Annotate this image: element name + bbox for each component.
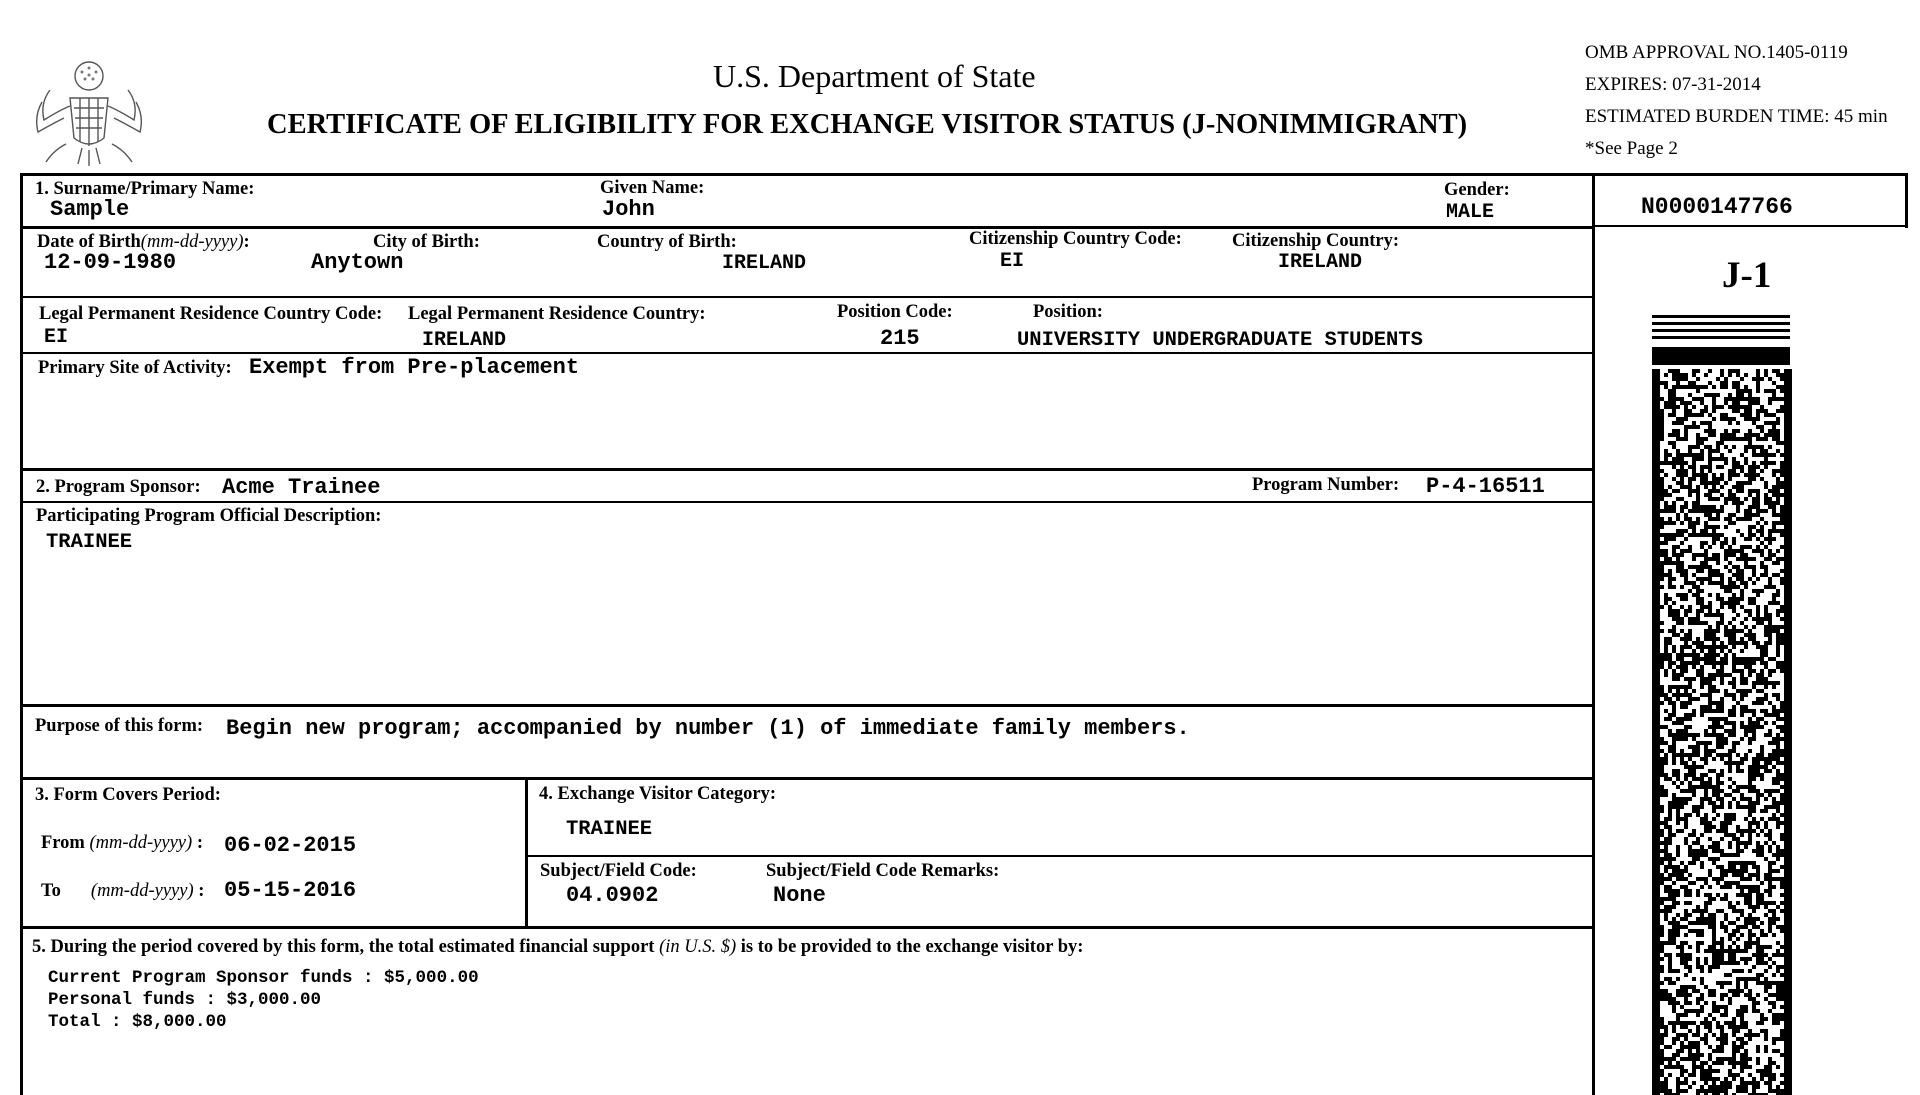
subject-remarks-value: None	[773, 883, 826, 908]
program-number-value: P-4-16511	[1426, 474, 1545, 499]
exchange-category-label: 4. Exchange Visitor Category:	[539, 784, 777, 804]
city-of-birth-label: City of Birth:	[373, 232, 480, 252]
frame-divider	[1592, 173, 1595, 1095]
omb-approval: OMB APPROVAL NO.1405-0119	[1585, 42, 1848, 63]
frame-right	[1905, 173, 1908, 228]
funding-line: Current Program Sponsor funds : $5,000.00	[48, 968, 479, 988]
sevis-underline	[1592, 225, 1908, 227]
exchange-category-value: TRAINEE	[566, 818, 653, 841]
citizenship-code-value: EI	[1000, 250, 1025, 273]
surname-value: Sample	[50, 197, 130, 222]
department-seal	[30, 58, 148, 170]
to-date-value: 05-15-2016	[224, 878, 357, 903]
expires-date: EXPIRES: 07-31-2014	[1585, 74, 1761, 95]
funding-line: Total : $8,000.00	[48, 1012, 227, 1032]
subject-line	[525, 855, 1592, 857]
given-name-label: Given Name:	[600, 178, 705, 198]
surname-label: 1. Surname/Primary Name:	[35, 179, 255, 199]
row-line-2	[20, 296, 1592, 298]
position-label: Position:	[1033, 302, 1103, 322]
purpose-line	[20, 704, 1592, 707]
row-line-1	[20, 226, 1592, 229]
city-of-birth-value: Anytown	[311, 250, 404, 275]
program-description-label: Participating Program Official Description:	[36, 506, 382, 526]
given-name-value: John	[602, 197, 655, 222]
citizenship-country-label: Citizenship Country:	[1232, 231, 1400, 251]
row-line-3	[20, 352, 1592, 354]
dob-label: Date of Birth(mm-dd-yyyy):	[37, 232, 250, 252]
citizenship-country-value: IRELAND	[1278, 251, 1363, 274]
lpr-country-label: Legal Permanent Residence Country:	[408, 304, 706, 324]
subject-code-value: 04.0902	[566, 883, 659, 908]
gender-label: Gender:	[1444, 180, 1510, 200]
frame-left	[20, 173, 23, 1095]
frame-top	[20, 173, 1908, 176]
financial-support-label: 5. During the period covered by this form, the total estimated financial support (in U.S. $) is to be provided to the exchange visitor by:	[32, 937, 1084, 957]
barcode-icon	[1652, 315, 1792, 1095]
col-divider-3-4	[525, 777, 528, 928]
funding-line: Personal funds : $3,000.00	[48, 990, 322, 1010]
sevis-id: N0000147766	[1641, 194, 1793, 220]
position-value: UNIVERSITY UNDERGRADUATE STUDENTS	[1017, 329, 1423, 352]
program-number-label: Program Number:	[1252, 475, 1400, 495]
program-sponsor-label: 2. Program Sponsor:	[36, 477, 201, 497]
subject-remarks-label: Subject/Field Code Remarks:	[766, 861, 1000, 881]
gender-value: MALE	[1446, 201, 1495, 224]
to-label: To (mm-dd-yyyy) :	[41, 881, 205, 901]
purpose-value: Begin new program; accompanied by number (1) of immediate family members.	[226, 716, 1190, 741]
see-page-note: *See Page 2	[1585, 138, 1678, 159]
lpr-country-value: IRELAND	[422, 329, 507, 352]
from-date-value: 06-02-2015	[224, 833, 357, 858]
program-sponsor-value: Acme Trainee	[222, 475, 381, 500]
row-line-4	[20, 501, 1592, 503]
purpose-label: Purpose of this form:	[35, 716, 204, 736]
citizenship-code-label: Citizenship Country Code:	[969, 229, 1182, 249]
period-label: 3. Form Covers Period:	[35, 785, 221, 805]
country-of-birth-value: IRELAND	[722, 252, 807, 275]
section-line-3	[20, 777, 1592, 780]
form-title: CERTIFICATE OF ELIGIBILITY FOR EXCHANGE VISITOR STATUS (J-NONIMMIGRANT)	[267, 109, 1468, 140]
subject-code-label: Subject/Field Code:	[540, 861, 697, 881]
lpr-code-value: EI	[44, 326, 69, 349]
position-code-label: Position Code:	[837, 302, 953, 322]
department-name: U.S. Department of State	[713, 58, 1036, 94]
country-of-birth-label: Country of Birth:	[597, 232, 737, 252]
burden-time: ESTIMATED BURDEN TIME: 45 min	[1585, 106, 1888, 127]
primary-site-value: Exempt from Pre-placement	[249, 355, 580, 380]
lpr-code-label: Legal Permanent Residence Country Code:	[39, 304, 383, 324]
from-label: From (mm-dd-yyyy) :	[41, 833, 203, 853]
visa-type: J-1	[1722, 255, 1772, 296]
position-code-value: 215	[880, 326, 920, 351]
primary-site-label: Primary Site of Activity:	[38, 358, 232, 378]
section-line-5	[20, 926, 1592, 929]
program-description-value: TRAINEE	[46, 531, 133, 554]
dob-value: 12-09-1980	[44, 250, 177, 275]
section-line-2	[20, 468, 1592, 471]
